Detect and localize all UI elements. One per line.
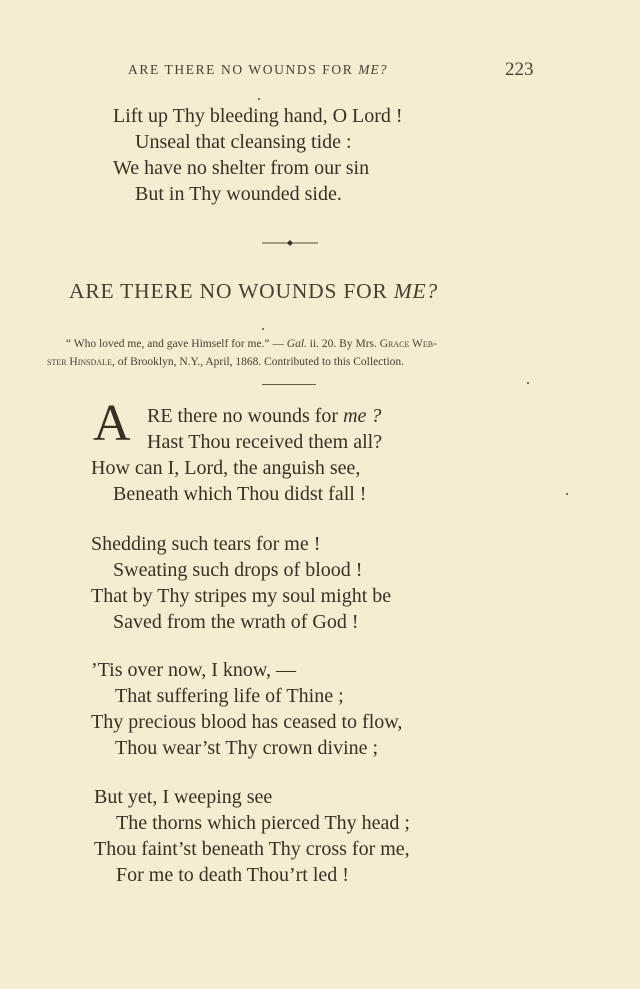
stanza-3-line-1: ’Tis over now, I know, — (91, 659, 296, 681)
prev-stanza-line-2: Unseal that cleansing tide : (135, 131, 352, 153)
stanza-3-line-2: That suffering life of Thine ; (115, 685, 344, 707)
stanza-1-line-2: Hast Thou received them all? (147, 431, 383, 453)
running-title: ARE THERE NO WOUNDS FOR ME? (128, 62, 388, 77)
stanza-4-line-2: The thorns which pierced Thy head ; (116, 812, 410, 834)
stanza-4-line-4: For me to death Thou’rt led ! (116, 864, 349, 886)
running-title-emphasis: ME? (358, 62, 388, 77)
stanza-3-line-4: Thou wear’st Thy crown divine ; (115, 737, 379, 759)
hymn-attribution-line-1: “ Who loved me, and gave Himself for me.” — Gal. ii. 20. By Mrs. Grace Web- (66, 338, 437, 350)
stanza-4-line-1: But yet, I weeping see (94, 786, 273, 808)
stanza-1-line-3: How can I, Lord, the anguish see, (91, 457, 361, 479)
print-speck (262, 328, 264, 330)
divider-rule (262, 384, 316, 385)
first-line-emphasis: me ? (343, 405, 382, 427)
prev-stanza-line-1: Lift up Thy bleeding hand, O Lord ! (113, 105, 403, 127)
stanza-2-line-4: Saved from the wrath of God ! (113, 611, 359, 633)
prev-stanza-line-4: But in Thy wounded side. (135, 183, 342, 205)
stanza-1-line-1: RE there no wounds for me ? (147, 405, 382, 427)
stanza-3-line-3: Thy precious blood has ceased to flow, (91, 711, 403, 733)
hymn-attribution-line-2: ster Hinsdale, of Brooklyn, N.Y., April, 1868. Contributed to this Collection. (47, 356, 405, 368)
print-speck (566, 493, 568, 495)
hymn-title: ARE THERE NO WOUNDS FOR ME? (69, 279, 439, 303)
hymn-title-emphasis: ME? (393, 279, 439, 303)
running-head (0, 59, 640, 82)
print-speck (258, 98, 260, 100)
drop-cap: A (93, 395, 131, 452)
stanza-1-line-4: Beneath which Thou didst fall ! (113, 483, 367, 505)
prev-stanza-line-3: We have no shelter from our sin (113, 157, 370, 179)
section-ornament (262, 240, 318, 246)
stanza-2-line-1: Shedding such tears for me ! (91, 533, 321, 555)
page-number: 223 (505, 59, 534, 80)
stanza-2-line-2: Sweating such drops of blood ! (113, 559, 363, 581)
stanza-2-line-3: That by Thy stripes my soul might be (91, 585, 392, 607)
stanza-4-line-3: Thou faint’st beneath Thy cross for me, (94, 838, 410, 860)
print-speck (527, 382, 529, 384)
